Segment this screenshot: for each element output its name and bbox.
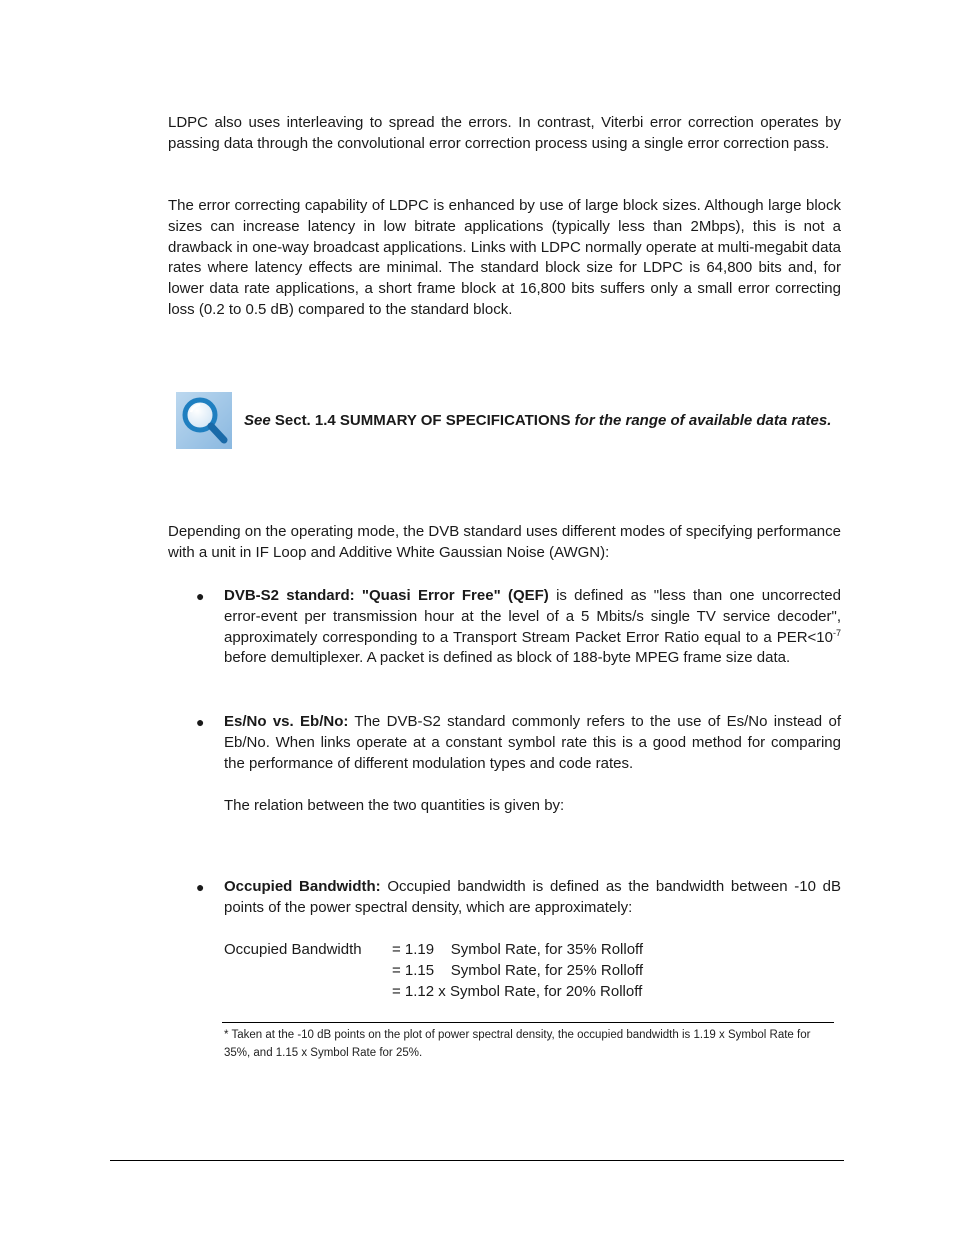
note-see: See bbox=[244, 412, 271, 429]
bullet-esno-term: Es/No vs. Eb/No: bbox=[224, 713, 349, 730]
bullet-marker: ● bbox=[196, 714, 205, 730]
bullet-marker: ● bbox=[196, 879, 205, 895]
bullet-qef-text-end: before demultiplexer. A packet is defined as block of 188-byte MPEG frame size data. bbox=[224, 649, 791, 667]
bullet-esno-text: The DVB-S2 standard commonly refers to the use of Es/No instead of Eb/No. When links operate at a constant symbol rate this is a good method for comparing the performance of different modulation types and code rates. bbox=[224, 713, 841, 772]
relation-text: The relation between the two quantities is given by: bbox=[224, 797, 565, 814]
bullet-bandwidth bbox=[224, 877, 841, 919]
paragraph-block-size: The error correcting capability of LDPC is enhanced by use of large block sizes. Although large block sizes can increase latency in low bitrate applications (typically less than 2Mbps), this is not a drawback in one-way broadcast applications. Links with LDPC normally operate at multi-megabit data rates where latency effects are minimal. The standard block size for LDPC is 64,800 bits and, for lower data rate applications, a short frame block at 16,800 bits suffers only a small error correcting loss (0.2 to 0.5 dB) compared to the standard block. bbox=[168, 197, 841, 318]
bullet-esno bbox=[224, 712, 841, 774]
footnote-divider bbox=[222, 1022, 834, 1023]
bandwidth-row: = 1.15 Symbol Rate, for 25% Rolloff bbox=[392, 962, 644, 979]
bullet-bandwidth-text: Occupied bandwidth is defined as the bandwidth between -10 dB points of the power spectral density, which are approximately: bbox=[224, 878, 841, 916]
note-reference-link[interactable]: Sect. 1.4 SUMMARY OF SPECIFICATIONS bbox=[274, 412, 571, 429]
bullet-qef-exponent: -7 bbox=[832, 627, 841, 638]
bullet-qef-text: is defined as "less than one uncorrected error-event per transmission hour at the level of a 5 Mbits/s single TV service decoder", approximately corresponding to a Transport Stream Packet Error Ratio equal to a PER<10 bbox=[224, 587, 841, 646]
bullet-bandwidth-term: Occupied Bandwidth: bbox=[224, 878, 381, 895]
note-see-reference bbox=[244, 411, 844, 431]
paragraph-interleaving: LDPC also uses interleaving to spread the errors. In contrast, Viterbi error correction operates by passing data through the convolutional error correction process using a single error correction pass. bbox=[168, 114, 841, 152]
footnote: * Taken at the -10 dB points on the plot of power spectral density, the occupied bandwidth is 1.19 x Symbol Rate for 35%, and 1.15 x Symbol Rate for 25%. bbox=[224, 1029, 811, 1059]
bandwidth-row: = 1.19 Symbol Rate, for 35% Rolloff bbox=[392, 941, 644, 958]
paragraph-dvb-intro: Depending on the operating mode, the DVB standard uses different modes of specifying performance with a unit in IF Loop and Additive White Gaussian Noise (AWGN): bbox=[168, 523, 841, 561]
bullet-qef-term: DVB-S2 standard: "Quasi Error Free" (QEF) bbox=[224, 587, 549, 604]
bullet-qef bbox=[224, 586, 841, 669]
bandwidth-label: Occupied Bandwidth bbox=[224, 941, 362, 958]
note-rest: for the range of available data rates. bbox=[574, 412, 832, 429]
bullet-marker: ● bbox=[196, 588, 205, 604]
magnifier-icon bbox=[176, 392, 232, 449]
footer-divider bbox=[110, 1160, 844, 1161]
bandwidth-row: = 1.12 x Symbol Rate, for 20% Rolloff bbox=[392, 983, 643, 1000]
